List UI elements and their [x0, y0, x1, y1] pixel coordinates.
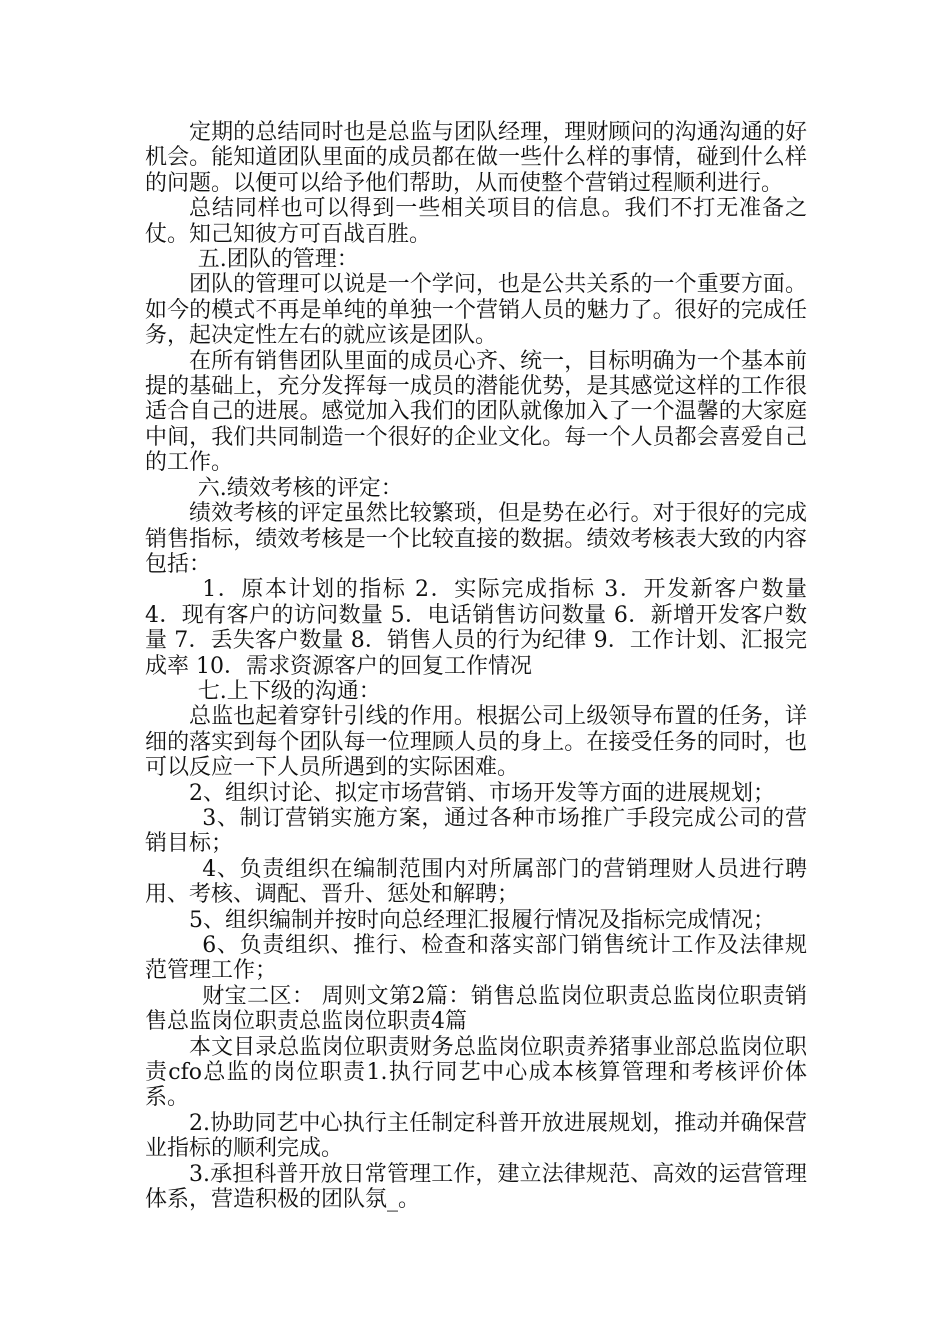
section-heading: 七.上下级的沟通： — [197, 678, 381, 704]
list-item: 5、组织编制并按时向总经理汇报履行情况及指标完成情况； — [189, 907, 775, 933]
list-item: 2、组织讨论、拟定市场营销、市场开发等方面的进展规划； — [189, 780, 775, 806]
paragraph: 在所有销售团队里面的成员心齐、统一，目标明确为一个基本前提的基础上，充分发挥每一成员的潜能优势，是其感觉这样的工作很适合自己的进展。感觉加入我们的团队就像加入了一个温馨的大家庭中间，我们共同制造一个很好的企业文化。每一个人员都会喜爱自己的工作。 — [145, 348, 807, 476]
list-item: 2.协助同艺中心执行主任制定科普开放进展规划，推动并确保营业指标的顺利完成。 — [145, 1110, 807, 1162]
indicator-list: 1．原本计划的指标 2．实际完成指标 3．开发新客户数量 4．现有客户的访问数量 5．电话销售访问数量 6．新增开发客户数量 7．丢失客户数量 8．销售人员的行为纪律 9．工作计划、汇报完成率 10．需求资源客户的回复工作情况 — [145, 577, 807, 679]
list-item: 3.承担科普开放日常管理工作，建立法律规范、高效的运营管理体系，营造积极的团队氛_。 — [145, 1161, 807, 1213]
document-body — [145, 120, 807, 1212]
paragraph: 绩效考核的评定虽然比较繁琐，但是势在必行。对于很好的完成销售指标，绩效考核是一个比较直接的数据。绩效考核表大致的内容包括： — [145, 501, 807, 577]
paragraph: 总结同样也可以得到一些相关项目的信息。我们不打无准备之仗。知己知彼方可百战百胜。 — [145, 196, 807, 247]
section-heading: 六.绩效考核的评定： — [197, 475, 403, 501]
list-item: 4、负责组织在编制范围内对所属部门的营销理财人员进行聘用、考核、调配、晋升、惩处和解聘； — [145, 856, 807, 908]
paragraph: 定期的总结同时也是总监与团队经理，理财顾问的沟通沟通的好机会。能知道团队里面的成员都在做一些什么样的事情，碰到什么样的问题。以便可以给予他们帮助，从而使整个营销过程顺利进行。 — [145, 120, 807, 196]
article-title: 财宝二区： 周则文第2篇：销售总监岗位职责总监岗位职责销售总监岗位职责总监岗位职责4篇 — [145, 983, 807, 1035]
paragraph: 本文目录总监岗位职责财务总监岗位职责养猪事业部总监岗位职责cfo总监的岗位职责1.执行同艺中心成本核算管理和考核评价体系。 — [145, 1034, 807, 1111]
section-heading: 五.团队的管理： — [197, 247, 359, 273]
list-item: 6、负责组织、推行、检查和落实部门销售统计工作及法律规范管理工作； — [145, 933, 807, 984]
paragraph: 总监也起着穿针引线的作用。根据公司上级领导布置的任务，详细的落实到每个团队每一位理顾人员的身上。在接受任务的同时，也可以反应一下人员所遇到的实际困难。 — [145, 704, 807, 781]
list-item: 3、制订营销实施方案，通过各种市场推广手段完成公司的营销目标； — [145, 805, 807, 857]
paragraph: 团队的管理可以说是一个学问，也是公共关系的一个重要方面。如今的模式不再是单纯的单独一个营销人员的魅力了。很好的完成任务，起决定性左右的就应该是团队。 — [145, 272, 807, 349]
